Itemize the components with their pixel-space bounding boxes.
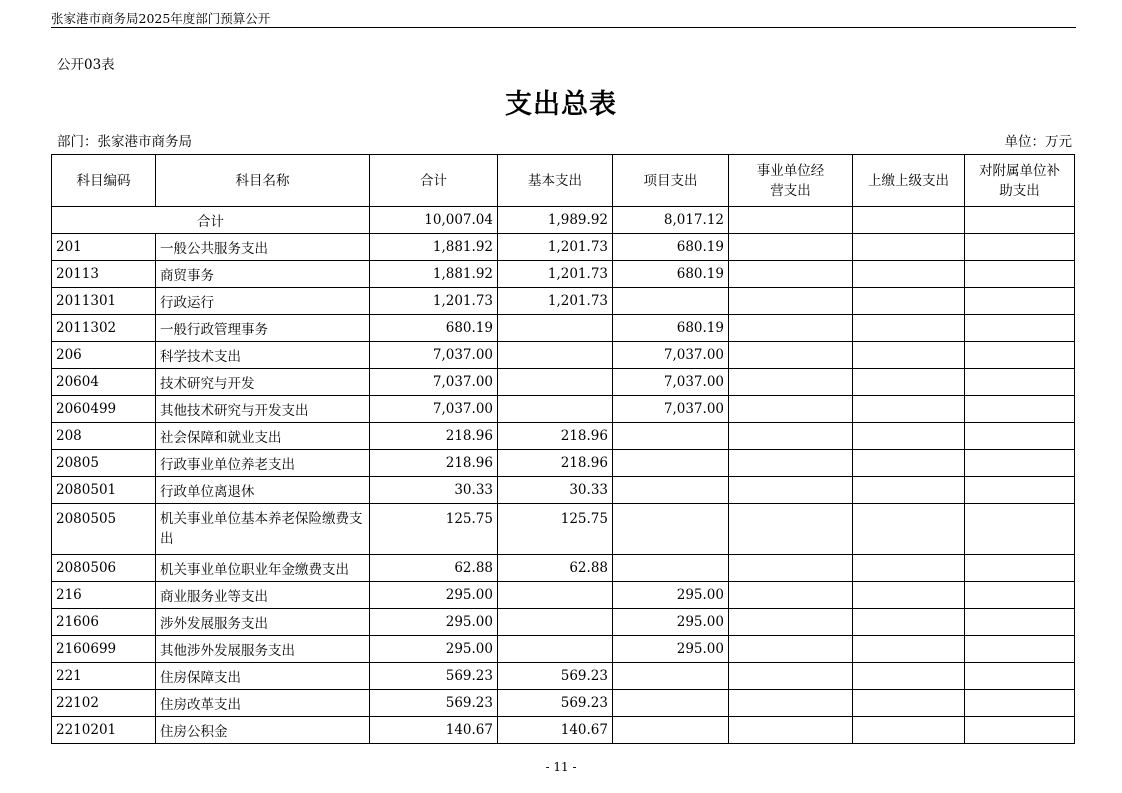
- row-basic: [498, 396, 613, 423]
- row-name: 行政单位离退休: [156, 477, 370, 504]
- row-subsidy: [965, 234, 1075, 261]
- row-subsidy: [965, 342, 1075, 369]
- row-basic: [498, 315, 613, 342]
- page-title: 支出总表: [505, 89, 617, 120]
- row-project: [613, 504, 729, 555]
- total-project: 8,017.12: [613, 207, 729, 234]
- row-project: 680.19: [613, 234, 729, 261]
- total-label: 合计: [52, 207, 370, 234]
- row-basic: 569.23: [498, 690, 613, 717]
- row-project: 295.00: [613, 636, 729, 663]
- total-row: [52, 207, 1075, 234]
- row-upper: [853, 450, 965, 477]
- row-name: 机关事业单位基本养老保险缴费支出: [156, 504, 370, 555]
- row-code: 208: [52, 423, 156, 450]
- row-business: [729, 396, 853, 423]
- page-number: - 11 -: [545, 760, 577, 774]
- table-row: [52, 663, 1075, 690]
- row-subsidy: [965, 504, 1075, 555]
- row-code: 21606: [52, 609, 156, 636]
- column-header-code: 科目编码: [52, 155, 156, 207]
- row-code: 2080505: [52, 504, 156, 555]
- total-business: [729, 207, 853, 234]
- row-subsidy: [965, 477, 1075, 504]
- table-row: [52, 450, 1075, 477]
- row-project: [613, 690, 729, 717]
- row-basic: 125.75: [498, 504, 613, 555]
- row-code: 2060499: [52, 396, 156, 423]
- row-subsidy: [965, 288, 1075, 315]
- row-code: 221: [52, 663, 156, 690]
- row-business: [729, 636, 853, 663]
- row-total: 62.88: [370, 555, 498, 582]
- row-basic: 218.96: [498, 423, 613, 450]
- row-business: [729, 717, 853, 744]
- column-header-business: 事业单位经营支出: [729, 155, 853, 207]
- row-name: 住房改革支出: [156, 690, 370, 717]
- table-header-row: [52, 155, 1075, 207]
- row-total: 1,881.92: [370, 234, 498, 261]
- department-label: 部门：张家港市商务局: [57, 134, 192, 150]
- row-project: [613, 555, 729, 582]
- row-total: 295.00: [370, 582, 498, 609]
- table-row: [52, 555, 1075, 582]
- row-business: [729, 504, 853, 555]
- row-code: 2210201: [52, 717, 156, 744]
- row-project: 680.19: [613, 261, 729, 288]
- table-row: [52, 690, 1075, 717]
- row-name: 科学技术支出: [156, 342, 370, 369]
- row-basic: [498, 342, 613, 369]
- row-business: [729, 690, 853, 717]
- table-row: [52, 288, 1075, 315]
- row-subsidy: [965, 690, 1075, 717]
- row-total: 30.33: [370, 477, 498, 504]
- row-business: [729, 450, 853, 477]
- row-code: 2080501: [52, 477, 156, 504]
- row-total: 7,037.00: [370, 342, 498, 369]
- row-project: [613, 477, 729, 504]
- row-upper: [853, 504, 965, 555]
- column-header-subsidy: 对附属单位补助支出: [965, 155, 1075, 207]
- row-upper: [853, 315, 965, 342]
- row-total: 7,037.00: [370, 369, 498, 396]
- row-upper: [853, 423, 965, 450]
- row-name: 一般公共服务支出: [156, 234, 370, 261]
- row-upper: [853, 717, 965, 744]
- row-upper: [853, 234, 965, 261]
- row-subsidy: [965, 555, 1075, 582]
- total-upper: [853, 207, 965, 234]
- row-code: 20805: [52, 450, 156, 477]
- table-row: [52, 369, 1075, 396]
- table-row: [52, 261, 1075, 288]
- expenditure-table: [51, 154, 1075, 744]
- row-basic: [498, 582, 613, 609]
- row-subsidy: [965, 423, 1075, 450]
- row-subsidy: [965, 636, 1075, 663]
- row-name: 一般行政管理事务: [156, 315, 370, 342]
- row-business: [729, 315, 853, 342]
- row-total: 569.23: [370, 663, 498, 690]
- table-row: [52, 423, 1075, 450]
- row-name: 商业服务业等支出: [156, 582, 370, 609]
- header-divider: [51, 27, 1076, 28]
- row-upper: [853, 663, 965, 690]
- row-total: 569.23: [370, 690, 498, 717]
- row-project: 295.00: [613, 582, 729, 609]
- row-code: 2011302: [52, 315, 156, 342]
- row-project: 7,037.00: [613, 396, 729, 423]
- row-upper: [853, 342, 965, 369]
- row-basic: [498, 636, 613, 663]
- row-basic: [498, 609, 613, 636]
- row-total: 140.67: [370, 717, 498, 744]
- row-total: 1,201.73: [370, 288, 498, 315]
- row-project: 295.00: [613, 609, 729, 636]
- row-upper: [853, 555, 965, 582]
- row-code: 20113: [52, 261, 156, 288]
- row-subsidy: [965, 450, 1075, 477]
- document-header-title: 张家港市商务局2025年度部门预算公开: [51, 11, 271, 26]
- column-header-project: 项目支出: [613, 155, 729, 207]
- row-business: [729, 261, 853, 288]
- row-basic: 30.33: [498, 477, 613, 504]
- row-name: 住房保障支出: [156, 663, 370, 690]
- row-project: [613, 717, 729, 744]
- row-subsidy: [965, 315, 1075, 342]
- row-project: [613, 450, 729, 477]
- row-basic: 1,201.73: [498, 288, 613, 315]
- row-code: 2160699: [52, 636, 156, 663]
- row-business: [729, 288, 853, 315]
- row-upper: [853, 369, 965, 396]
- row-total: 125.75: [370, 504, 498, 555]
- row-name: 商贸事务: [156, 261, 370, 288]
- column-header-name: 科目名称: [156, 155, 370, 207]
- table-row: [52, 717, 1075, 744]
- total-subsidy: [965, 207, 1075, 234]
- row-project: [613, 423, 729, 450]
- row-basic: 62.88: [498, 555, 613, 582]
- row-code: 20604: [52, 369, 156, 396]
- row-business: [729, 477, 853, 504]
- row-basic: [498, 369, 613, 396]
- row-basic: 1,201.73: [498, 234, 613, 261]
- row-code: 2080506: [52, 555, 156, 582]
- row-upper: [853, 396, 965, 423]
- unit-label: 单位：万元: [1004, 134, 1072, 150]
- table-row: [52, 342, 1075, 369]
- row-business: [729, 342, 853, 369]
- row-subsidy: [965, 261, 1075, 288]
- row-total: 7,037.00: [370, 396, 498, 423]
- row-name: 涉外发展服务支出: [156, 609, 370, 636]
- row-business: [729, 369, 853, 396]
- row-business: [729, 609, 853, 636]
- row-code: 2011301: [52, 288, 156, 315]
- total-basic: 1,989.92: [498, 207, 613, 234]
- row-subsidy: [965, 609, 1075, 636]
- row-total: 1,881.92: [370, 261, 498, 288]
- row-name: 其他技术研究与开发支出: [156, 396, 370, 423]
- row-basic: 1,201.73: [498, 261, 613, 288]
- row-code: 216: [52, 582, 156, 609]
- table-row: [52, 234, 1075, 261]
- table-row: [52, 477, 1075, 504]
- row-upper: [853, 261, 965, 288]
- row-total: 680.19: [370, 315, 498, 342]
- row-project: 680.19: [613, 315, 729, 342]
- table-row: [52, 315, 1075, 342]
- row-code: 201: [52, 234, 156, 261]
- row-name: 机关事业单位职业年金缴费支出: [156, 555, 370, 582]
- row-upper: [853, 636, 965, 663]
- row-project: [613, 288, 729, 315]
- row-project: [613, 663, 729, 690]
- row-name: 社会保障和就业支出: [156, 423, 370, 450]
- row-project: 7,037.00: [613, 342, 729, 369]
- row-code: 206: [52, 342, 156, 369]
- row-name: 住房公积金: [156, 717, 370, 744]
- row-business: [729, 234, 853, 261]
- table-row: [52, 582, 1075, 609]
- row-basic: 569.23: [498, 663, 613, 690]
- row-code: 22102: [52, 690, 156, 717]
- row-basic: 218.96: [498, 450, 613, 477]
- row-project: 7,037.00: [613, 369, 729, 396]
- row-business: [729, 663, 853, 690]
- row-name: 行政事业单位养老支出: [156, 450, 370, 477]
- row-business: [729, 555, 853, 582]
- column-header-basic: 基本支出: [498, 155, 613, 207]
- row-total: 218.96: [370, 450, 498, 477]
- row-name: 其他涉外发展服务支出: [156, 636, 370, 663]
- row-total: 218.96: [370, 423, 498, 450]
- row-upper: [853, 477, 965, 504]
- row-subsidy: [965, 663, 1075, 690]
- row-name: 技术研究与开发: [156, 369, 370, 396]
- table-row: [52, 504, 1075, 555]
- table-number: 公开03表: [57, 57, 115, 73]
- row-upper: [853, 609, 965, 636]
- column-header-total: 合计: [370, 155, 498, 207]
- row-subsidy: [965, 369, 1075, 396]
- row-total: 295.00: [370, 609, 498, 636]
- row-basic: 140.67: [498, 717, 613, 744]
- column-header-upper: 上缴上级支出: [853, 155, 965, 207]
- row-subsidy: [965, 717, 1075, 744]
- row-upper: [853, 582, 965, 609]
- table-row: [52, 636, 1075, 663]
- row-total: 295.00: [370, 636, 498, 663]
- row-name: 行政运行: [156, 288, 370, 315]
- total-amount: 10,007.04: [370, 207, 498, 234]
- row-upper: [853, 288, 965, 315]
- row-subsidy: [965, 582, 1075, 609]
- row-business: [729, 423, 853, 450]
- row-business: [729, 582, 853, 609]
- table-row: [52, 396, 1075, 423]
- row-subsidy: [965, 396, 1075, 423]
- row-upper: [853, 690, 965, 717]
- table-row: [52, 609, 1075, 636]
